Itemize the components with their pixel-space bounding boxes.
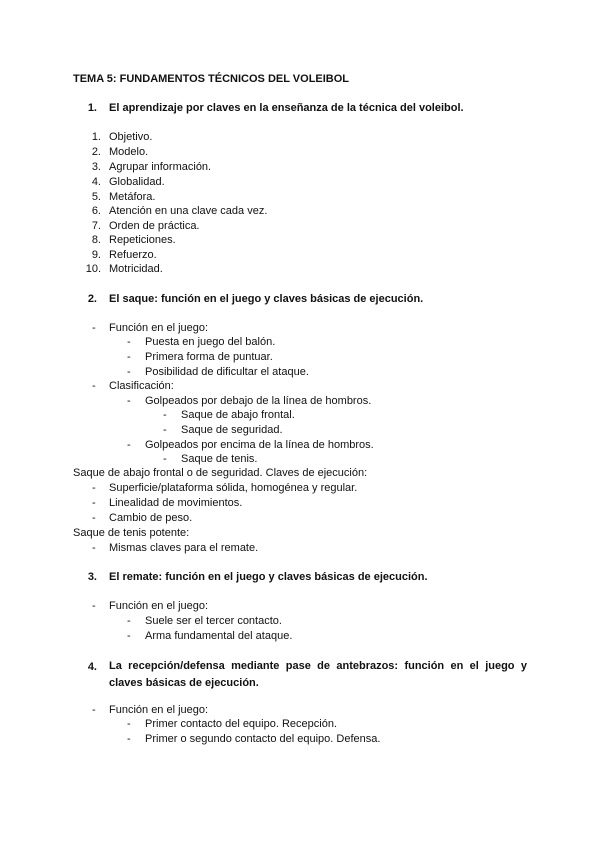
- dash-marker: -: [92, 704, 96, 716]
- dash-marker: -: [92, 600, 96, 612]
- list-number: 10.: [85, 263, 101, 275]
- dash-marker: -: [127, 615, 131, 627]
- bullet-text: Posibilidad de dificultar el ataque.: [145, 366, 309, 378]
- document-title: TEMA 5: FUNDAMENTOS TÉCNICOS DEL VOLEIBOL: [73, 73, 350, 85]
- bullet-text: Golpeados por encima de la línea de hombros.: [145, 439, 374, 451]
- section-number: 4.: [87, 661, 97, 673]
- dash-marker: -: [92, 380, 96, 392]
- list-number: 6.: [91, 205, 101, 217]
- dash-marker: -: [127, 718, 131, 730]
- list-text: Atención en una clave cada vez.: [109, 205, 268, 217]
- bullet-text: Cambio de peso.: [109, 512, 193, 524]
- list-text: Refuerzo.: [109, 249, 157, 261]
- dash-marker: -: [127, 366, 131, 378]
- dash-marker: -: [92, 322, 96, 334]
- list-text: Objetivo.: [109, 131, 153, 143]
- list-number: 2.: [91, 146, 101, 158]
- bullet-text: Puesta en juego del balón.: [145, 336, 276, 348]
- bullet-text: Primer contacto del equipo. Recepción.: [145, 718, 337, 730]
- dash-marker: -: [163, 453, 167, 465]
- bullet-text: Función en el juego:: [109, 600, 209, 612]
- list-text: Agrupar información.: [109, 161, 212, 173]
- list-text: Repeticiones.: [109, 234, 176, 246]
- bullet-text: Linealidad de movimientos.: [109, 497, 243, 509]
- section-heading-text: La recepción/defensa mediante pase de antebrazos: función en el juego y claves básicas de ejecución.: [109, 660, 527, 689]
- dash-marker: -: [127, 336, 131, 348]
- section-heading-text: El saque: función en el juego y claves básicas de ejecución.: [109, 293, 424, 305]
- bullet-text: Suele ser el tercer contacto.: [145, 615, 282, 627]
- dash-marker: -: [127, 351, 131, 363]
- dash-marker: -: [127, 733, 131, 745]
- dash-marker: -: [127, 630, 131, 642]
- bullet-text: Función en el juego:: [109, 322, 209, 334]
- bullet-text: Superficie/plataforma sólida, homogénea y regular.: [109, 482, 358, 494]
- section-heading-text: El remate: función en el juego y claves básicas de ejecución.: [109, 571, 428, 583]
- bullet-text: Saque de abajo frontal.: [181, 409, 295, 421]
- list-text: Orden de práctica.: [109, 220, 200, 232]
- dash-marker: -: [127, 395, 131, 407]
- bullet-text: Mismas claves para el remate.: [109, 542, 259, 554]
- dash-marker: -: [92, 482, 96, 494]
- list-number: 9.: [91, 249, 101, 261]
- dash-marker: -: [127, 439, 131, 451]
- list-number: 7.: [91, 220, 101, 232]
- bullet-text: Golpeados por debajo de la línea de hombros.: [145, 395, 372, 407]
- section-number: 3.: [87, 571, 97, 583]
- section-number: 2.: [87, 293, 97, 305]
- bullet-text: Saque de seguridad.: [181, 424, 283, 436]
- tenis-label: Saque de tenis potente:: [73, 527, 190, 539]
- dash-marker: -: [92, 542, 96, 554]
- bullet-text: Función en el juego:: [109, 704, 209, 716]
- dash-marker: -: [92, 497, 96, 509]
- list-text: Motricidad.: [109, 263, 163, 275]
- list-number: 8.: [91, 234, 101, 246]
- list-text: Modelo.: [109, 146, 149, 158]
- list-text: Metáfora.: [109, 191, 156, 203]
- bullet-text: Clasificación:: [109, 380, 174, 392]
- list-number: 5.: [91, 191, 101, 203]
- section-number: 1.: [87, 102, 97, 114]
- dash-marker: -: [92, 512, 96, 524]
- bullet-text: Primer o segundo contacto del equipo. Defensa.: [145, 733, 381, 745]
- list-text: Globalidad.: [109, 176, 165, 188]
- dash-marker: -: [163, 424, 167, 436]
- list-number: 3.: [91, 161, 101, 173]
- dash-marker: -: [163, 409, 167, 421]
- claves-label: Saque de abajo frontal o de seguridad. Claves de ejecución:: [73, 467, 368, 479]
- bullet-text: Arma fundamental del ataque.: [145, 630, 293, 642]
- list-number: 4.: [91, 176, 101, 188]
- section-heading-text: El aprendizaje por claves en la enseñanza de la técnica del voleibol.: [109, 102, 464, 114]
- list-number: 1.: [91, 131, 101, 143]
- bullet-text: Saque de tenis.: [181, 453, 258, 465]
- bullet-text: Primera forma de puntuar.: [145, 351, 273, 363]
